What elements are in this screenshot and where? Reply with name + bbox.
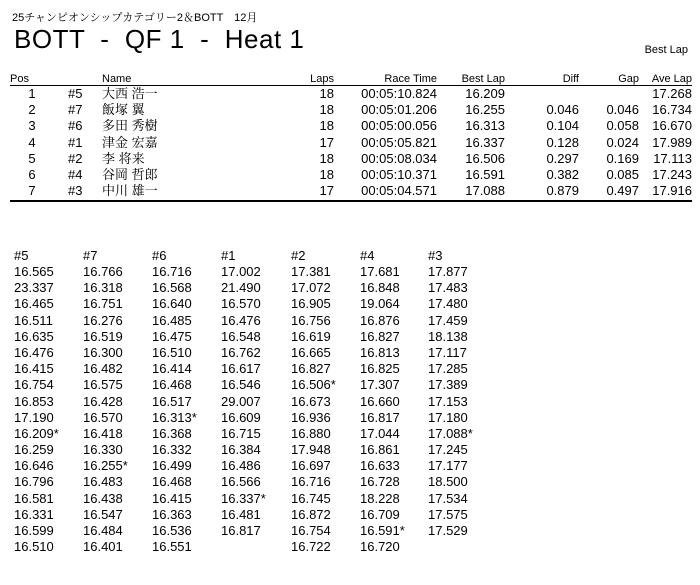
lap-time: 17.177: [428, 458, 468, 474]
lap-time: 16.568: [152, 280, 192, 296]
lap-time: 16.581: [14, 490, 54, 506]
lap-column: [14, 248, 84, 555]
result-pos: 3: [28, 118, 36, 134]
result-race-time: 00:05:04.571: [334, 183, 437, 201]
lap-time: 16.609: [221, 409, 261, 425]
lap-time: 16.259: [14, 442, 54, 458]
results-header-row: [10, 70, 692, 86]
lap-column-driver: #3: [428, 248, 443, 263]
lap-time: 16.817: [221, 523, 261, 538]
lap-time: 17.180: [428, 409, 468, 425]
lap-time: 16.475: [152, 328, 192, 344]
lap-time: 16.483: [83, 474, 123, 490]
lap-time: 17.877: [428, 264, 468, 279]
result-number: #3: [68, 183, 102, 201]
lap-time: 17.575: [428, 506, 468, 522]
lap-time: 16.536: [152, 523, 192, 538]
lap-time: 16.853: [14, 393, 54, 409]
heat-title: BOTT - QF 1 - Heat 1: [14, 24, 305, 54]
col-pos: Pos: [10, 70, 68, 86]
result-laps: 17: [319, 134, 334, 150]
col-laps: Laps: [282, 70, 334, 86]
lap-time: 16.827: [360, 328, 400, 344]
lap-column: [291, 248, 361, 555]
result-laps: 18: [319, 118, 334, 134]
lap-time: 16.511: [14, 312, 53, 328]
lap-time: 16.551: [152, 539, 192, 555]
lap-time: 17.948: [291, 442, 331, 458]
result-row: [10, 151, 692, 167]
result-ave-lap: 16.734: [652, 102, 692, 118]
lap-time: 16.697: [291, 458, 331, 474]
col-ave-lap: Ave Lap: [639, 70, 692, 86]
lap-time: 16.465: [14, 296, 54, 312]
lap-time: 16.709: [360, 506, 400, 522]
result-ave-lap: 17.916: [639, 183, 692, 201]
result-row: [10, 86, 692, 103]
lap-time: 16.209*: [14, 425, 59, 441]
lap-time: 17.190: [14, 409, 54, 425]
lap-time: 16.599: [14, 523, 54, 538]
lap-time: 17.534: [428, 490, 468, 506]
lap-time: 16.720: [360, 539, 400, 555]
lap-time: 16.619: [291, 328, 331, 344]
lap-time: 16.485: [152, 312, 192, 328]
lap-time: 17.459: [428, 312, 468, 328]
lap-time: 16.813: [360, 344, 400, 360]
lap-time: 17.307: [360, 377, 400, 393]
lap-column: [221, 248, 291, 539]
result-pos: 5: [28, 150, 36, 166]
lap-time: 16.517: [152, 393, 192, 409]
result-row: [10, 118, 692, 134]
result-ave-lap: 17.243: [652, 167, 692, 183]
result-best-lap: 16.337: [465, 134, 505, 150]
result-ave-lap: 16.670: [652, 118, 692, 134]
lap-time: 16.318: [83, 280, 123, 296]
col-best-lap: Best Lap: [437, 70, 505, 86]
lap-column-driver: #7: [83, 248, 98, 263]
lap-time: 17.088*: [428, 425, 473, 441]
lap-time: 17.044: [360, 425, 400, 441]
lap-time: 16.300: [83, 344, 123, 360]
lap-time: 16.876: [360, 312, 400, 328]
lap-time: 16.591*: [360, 523, 405, 538]
lap-time: 16.754: [291, 523, 331, 538]
results-body: [10, 86, 692, 202]
result-gap: 0.085: [606, 167, 639, 183]
result-diff: 0.879: [505, 183, 579, 201]
lap-time: 16.548: [221, 328, 261, 344]
result-name: 大西 浩一: [102, 86, 158, 102]
lap-time: 18.138: [428, 328, 468, 344]
lap-time: 17.681: [360, 264, 400, 279]
lap-column-driver: #1: [221, 248, 236, 263]
result-ave-lap: 17.268: [652, 86, 692, 102]
result-row: [10, 135, 692, 151]
lap-time: 16.332: [152, 442, 192, 458]
result-race-time: 00:05:01.206: [361, 102, 437, 118]
lap-time: 19.064: [360, 296, 400, 312]
lap-time: 17.002: [221, 264, 261, 279]
lap-time: 16.313*: [152, 409, 197, 425]
result-race-time: 00:05:10.371: [361, 167, 437, 183]
result-best-lap: 16.313: [465, 118, 505, 134]
lap-time: 16.722: [291, 539, 331, 555]
lap-time: 16.415: [152, 490, 192, 506]
lap-time: 16.756: [291, 312, 331, 328]
lap-time: 16.905: [291, 296, 331, 312]
result-race-time: 00:05:08.034: [361, 150, 437, 166]
result-name: 中川 雄一: [102, 183, 282, 201]
lap-time: 16.716: [152, 264, 192, 279]
result-gap: 0.024: [606, 134, 639, 150]
col-diff: Diff: [505, 70, 579, 86]
lap-time: 16.880: [291, 425, 331, 441]
result-name: 飯塚 翼: [102, 102, 145, 118]
lap-time: 16.728: [360, 474, 400, 490]
lap-time: 16.633: [360, 458, 400, 474]
lap-time: 16.673: [291, 393, 331, 409]
result-best-lap: 16.506: [465, 150, 505, 166]
lap-time: 17.245: [428, 442, 468, 458]
lap-time: 16.861: [360, 442, 400, 458]
lap-time: 16.715: [221, 425, 261, 441]
lap-time: 17.381: [291, 264, 331, 279]
lap-time: 16.428: [83, 393, 123, 409]
col-name: Name: [102, 70, 282, 86]
lap-time: 17.285: [428, 361, 468, 377]
lap-time: 16.936: [291, 409, 331, 425]
lap-time: 16.363: [152, 506, 192, 522]
lap-time: 16.817: [360, 409, 400, 425]
lap-time: 16.438: [83, 490, 123, 506]
lap-time: 16.640: [152, 296, 192, 312]
lap-column-driver: #5: [14, 248, 29, 263]
lap-time: 16.481: [221, 506, 261, 522]
lap-time: 16.506*: [291, 377, 336, 393]
result-laps: 18: [319, 86, 334, 102]
lap-time: 16.331: [14, 506, 54, 522]
lap-time: 17.529: [428, 523, 468, 538]
lap-time: 16.337*: [221, 490, 266, 506]
lap-time: 16.255*: [83, 458, 128, 474]
result-number: #2: [68, 150, 83, 166]
lap-time: 17.480: [428, 296, 468, 312]
result-ave-lap: 17.989: [652, 134, 692, 150]
lap-time: 16.418: [83, 425, 123, 441]
lap-time: 16.565: [14, 264, 54, 279]
lap-time: 16.330: [83, 442, 123, 458]
result-diff: 0.128: [546, 134, 579, 150]
lap-time: 16.468: [152, 474, 192, 490]
result-name: 谷岡 哲郎: [102, 167, 158, 183]
result-best-lap: 16.591: [465, 167, 505, 183]
lap-time: 16.368: [152, 425, 192, 441]
lap-column-driver: #6: [152, 248, 167, 263]
lap-time: 16.415: [14, 361, 54, 377]
lap-time: 16.570: [221, 296, 261, 312]
lap-time: 16.646: [14, 458, 54, 474]
lap-time: 16.510: [14, 539, 54, 555]
lap-time: 16.754: [14, 377, 54, 393]
result-best-lap: 17.088: [437, 183, 505, 201]
result-diff: 0.297: [546, 150, 579, 166]
result-diff: 0.382: [546, 167, 579, 183]
lap-column: [152, 248, 222, 555]
col-race-time: Race Time: [334, 70, 437, 86]
result-number: #6: [68, 118, 83, 134]
lap-time: 16.547: [83, 506, 123, 522]
result-race-time: 00:05:05.821: [361, 134, 437, 150]
lap-time: 16.872: [291, 506, 331, 522]
best-lap-note: Best Lap: [644, 44, 688, 56]
result-gap: 0.497: [579, 183, 639, 201]
result-row: [10, 102, 692, 118]
lap-time: 16.660: [360, 393, 400, 409]
col-number: [68, 70, 102, 86]
result-race-time: 00:05:10.824: [361, 86, 437, 102]
result-name: 多田 秀樹: [102, 118, 158, 134]
lap-column: [360, 248, 430, 555]
result-row: [10, 167, 692, 183]
lap-time: 16.762: [221, 344, 261, 360]
result-best-lap: 16.209: [465, 86, 505, 102]
lap-time: 17.072: [291, 280, 331, 296]
lap-column-driver: #4: [360, 248, 375, 263]
col-gap: Gap: [579, 70, 639, 86]
lap-time: 16.468: [152, 377, 192, 393]
result-number: #5: [68, 86, 83, 102]
result-diff: 0.046: [546, 102, 579, 118]
lap-column: [428, 248, 498, 539]
result-laps: 18: [319, 167, 334, 183]
lap-time: 16.276: [83, 312, 123, 328]
lap-time: 16.499: [152, 458, 192, 474]
lap-time: 16.414: [152, 361, 192, 377]
lap-time: 16.796: [14, 474, 54, 490]
lap-time: 18.228: [360, 490, 400, 506]
lap-time: 17.153: [428, 393, 468, 409]
lap-time: 16.566: [221, 474, 261, 490]
lap-time: 16.751: [83, 296, 123, 312]
lap-time: 29.007: [221, 393, 261, 409]
lap-time: 17.117: [428, 344, 467, 360]
lap-time: 23.337: [14, 280, 54, 296]
lap-time: 16.486: [221, 458, 261, 474]
lap-time: 17.483: [428, 280, 468, 296]
lap-time: 16.848: [360, 280, 400, 296]
lap-time: 18.500: [428, 474, 468, 490]
result-pos: 1: [28, 86, 36, 102]
lap-time: 16.476: [221, 312, 261, 328]
result-laps: 18: [319, 102, 334, 118]
lap-time: 16.482: [83, 361, 123, 377]
lap-time: 16.519: [83, 328, 123, 344]
result-number: #7: [68, 102, 83, 118]
lap-time: 16.401: [83, 539, 123, 555]
result-diff: [505, 86, 579, 103]
lap-time: 16.384: [221, 442, 261, 458]
result-laps: 18: [319, 150, 334, 166]
lap-time: 16.570: [83, 409, 123, 425]
result-laps: 17: [282, 183, 334, 201]
lap-time: 16.575: [83, 377, 123, 393]
lap-time: 16.484: [83, 523, 123, 538]
lap-time: 16.510: [152, 344, 192, 360]
result-gap: 0.046: [606, 102, 639, 118]
lap-column: [83, 248, 153, 555]
lap-time: 16.766: [83, 264, 123, 279]
result-pos: 6: [28, 167, 36, 183]
lap-time: 16.827: [291, 361, 331, 377]
result-number: #1: [68, 134, 83, 150]
event-name: 25チャンピオンシップカテゴリー2＆BOTT 12月: [12, 12, 258, 24]
results-table: [10, 70, 692, 202]
result-race-time: 00:05:00.056: [361, 118, 437, 134]
lap-time: 16.546: [221, 377, 261, 393]
lap-time: 16.617: [221, 361, 261, 377]
lap-time: 16.825: [360, 361, 400, 377]
result-row: [10, 183, 692, 201]
result-gap: [579, 86, 639, 103]
result-gap: 0.169: [606, 150, 639, 166]
lap-time: 16.476: [14, 344, 54, 360]
lap-time: 21.490: [221, 280, 261, 296]
result-name: 李 将来: [102, 150, 145, 166]
result-gap: 0.058: [606, 118, 639, 134]
lap-time: 16.635: [14, 328, 54, 344]
result-name: 津金 宏嘉: [102, 134, 158, 150]
result-diff: 0.104: [546, 118, 579, 134]
result-pos: 7: [10, 183, 68, 201]
lap-column-driver: #2: [291, 248, 306, 263]
result-pos: 2: [28, 102, 36, 118]
lap-time: 17.389: [428, 377, 468, 393]
lap-time: 16.716: [291, 474, 331, 490]
result-number: #4: [68, 167, 83, 183]
result-best-lap: 16.255: [465, 102, 505, 118]
result-ave-lap: 17.113: [653, 150, 692, 166]
lap-time: 16.745: [291, 490, 331, 506]
result-pos: 4: [28, 134, 36, 150]
lap-time: 16.665: [291, 344, 331, 360]
